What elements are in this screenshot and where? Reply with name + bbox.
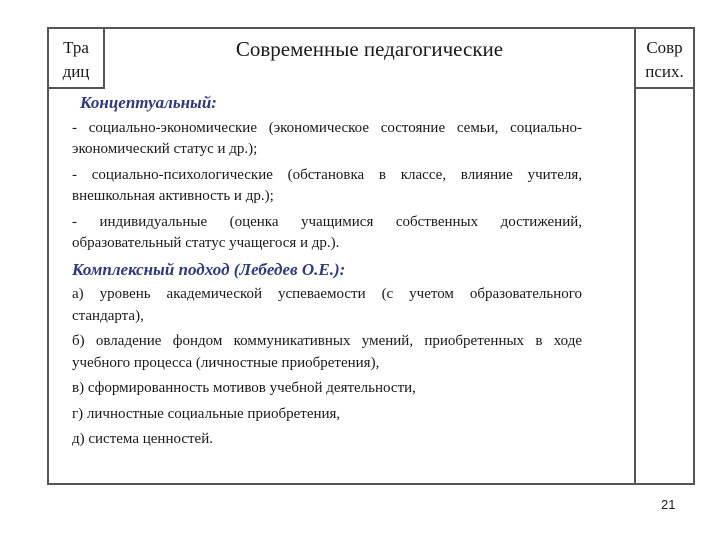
list-item: - социально-экономические (экономическое состояние семьи, социально-экономический статус и др.); — [72, 119, 582, 157]
left-header-line-1: Тра — [63, 38, 89, 57]
heading-conceptual: Концептуальный: — [80, 93, 217, 112]
right-header-line-2: псих. — [645, 62, 684, 81]
heading-complex-approach: Комплексный подход (Лебедев О.Е.): — [72, 259, 346, 279]
left-column-header — [49, 29, 105, 89]
middle-column-header — [105, 29, 634, 89]
list-item: - индивидуальные (оценка учащимися собственных достижений, образовательный статус учащегося и др.). — [72, 213, 582, 251]
content-block — [72, 92, 582, 455]
list-item: г) личностные социальные приобретения, — [72, 405, 341, 422]
list-item: а) уровень академической успеваемости (с учетом образовательного стандарта), — [72, 286, 582, 324]
left-header-line-2: диц — [62, 62, 90, 81]
list-item: б) овладение фондом коммуникативных умений, приобретенных в ходе учебного процесса (личностные приобретения), — [72, 333, 582, 371]
right-column-header — [636, 29, 693, 89]
middle-header-text: Современные педагогические — [235, 37, 504, 61]
list-item: д) система ценностей. — [72, 431, 213, 447]
right-header-line-1: Совр — [646, 38, 683, 57]
list-item: - социально-психологические (обстановка в классе, влияние учителя, внешкольная активность и др.); — [72, 166, 582, 204]
page-number: 21 — [661, 497, 676, 512]
right-column — [634, 29, 693, 483]
list-item: в) сформированность мотивов учебной деятельности, — [72, 380, 416, 396]
